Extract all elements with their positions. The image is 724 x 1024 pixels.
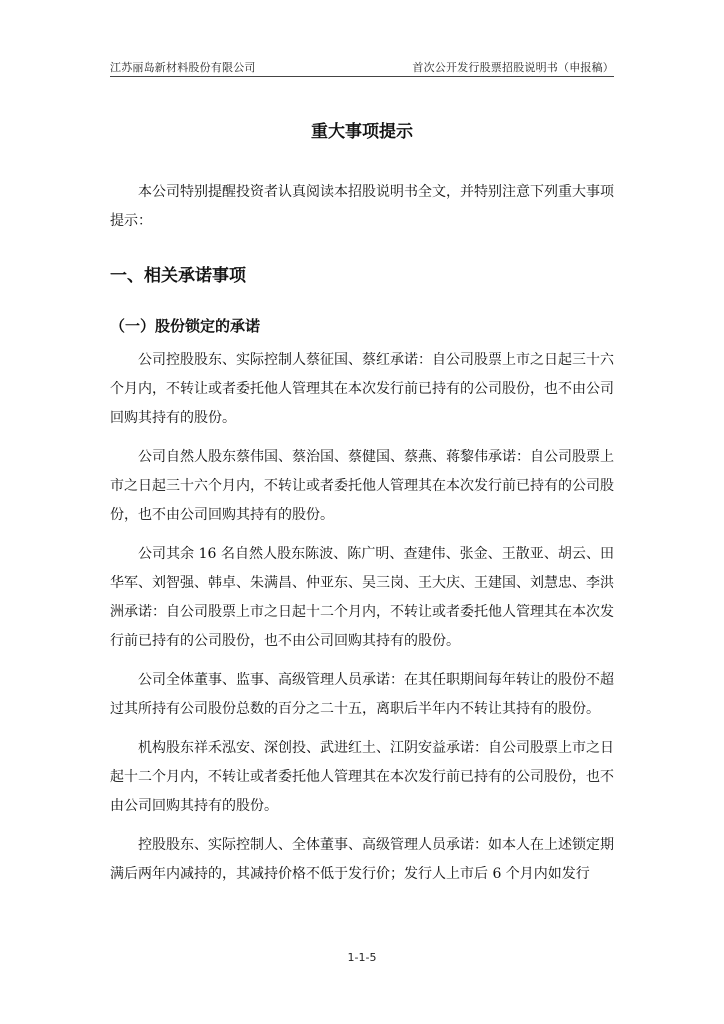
paragraph: 公司自然人股东蔡伟国、蔡治国、蔡健国、蔡燕、蒋黎伟承诺：自公司股票上市之日起三十六个月内，不转让或者委托他人管理其在本次发行前已持有的公司股份，也不由公司回购其持有的股份。 (110, 449, 614, 523)
header-company: 江苏丽岛新材料股份有限公司 (110, 61, 256, 74)
document-body (110, 178, 614, 899)
paragraph: 公司全体董事、监事、高级管理人员承诺：在其任职期间每年转让的股份不超过其所持有公司股份总数的百分之二十五，离职后半年内不转让其持有的股份。 (110, 672, 614, 717)
paragraph: 机构股东祥禾泓安、深创投、武进红土、江阴安益承诺：自公司股票上市之日起十二个月内，不转让或者委托他人管理其在本次发行前已持有的公司股份，也不由公司回购其持有的股份。 (110, 740, 614, 814)
header-doc-title: 首次公开发行股票招股说明书（申报稿） (412, 61, 614, 74)
paragraph: 公司其余 16 名自然人股东陈波、陈广明、查建伟、张金、王散亚、胡云、田华军、刘智强、韩卓、朱满昌、仲亚东、吴三岗、王大庆、王建国、刘慧忠、李洪洲承诺：自公司股票上市之日起十二个月内，不转让或者委托他人管理其在本次发行前已持有的公司股份，也不由公司回购其持有的股份。 (110, 546, 614, 649)
intro-paragraph: 本公司特别提醒投资者认真阅读本招股说明书全文，并特别注意下列重大事项提示： (110, 184, 614, 229)
page-number: 1-1-5 (347, 951, 377, 964)
paragraph: 公司控股股东、实际控制人蔡征国、蔡红承诺：自公司股票上市之日起三十六个月内，不转让或者委托他人管理其在本次发行前已持有的公司股份，也不由公司回购其持有的股份。 (110, 352, 614, 426)
page-title: 重大事项提示 (311, 122, 413, 142)
page-header (110, 58, 614, 77)
paragraph: 控股股东、实际控制人、全体董事、高级管理人员承诺：如本人在上述锁定期满后两年内减持的，其减持价格不低于发行价；发行人上市后 6 个月内如发行 (110, 837, 614, 882)
subsection-heading: （一）股份锁定的承诺 (110, 317, 261, 335)
section-heading: 一、相关承诺事项 (110, 266, 246, 286)
